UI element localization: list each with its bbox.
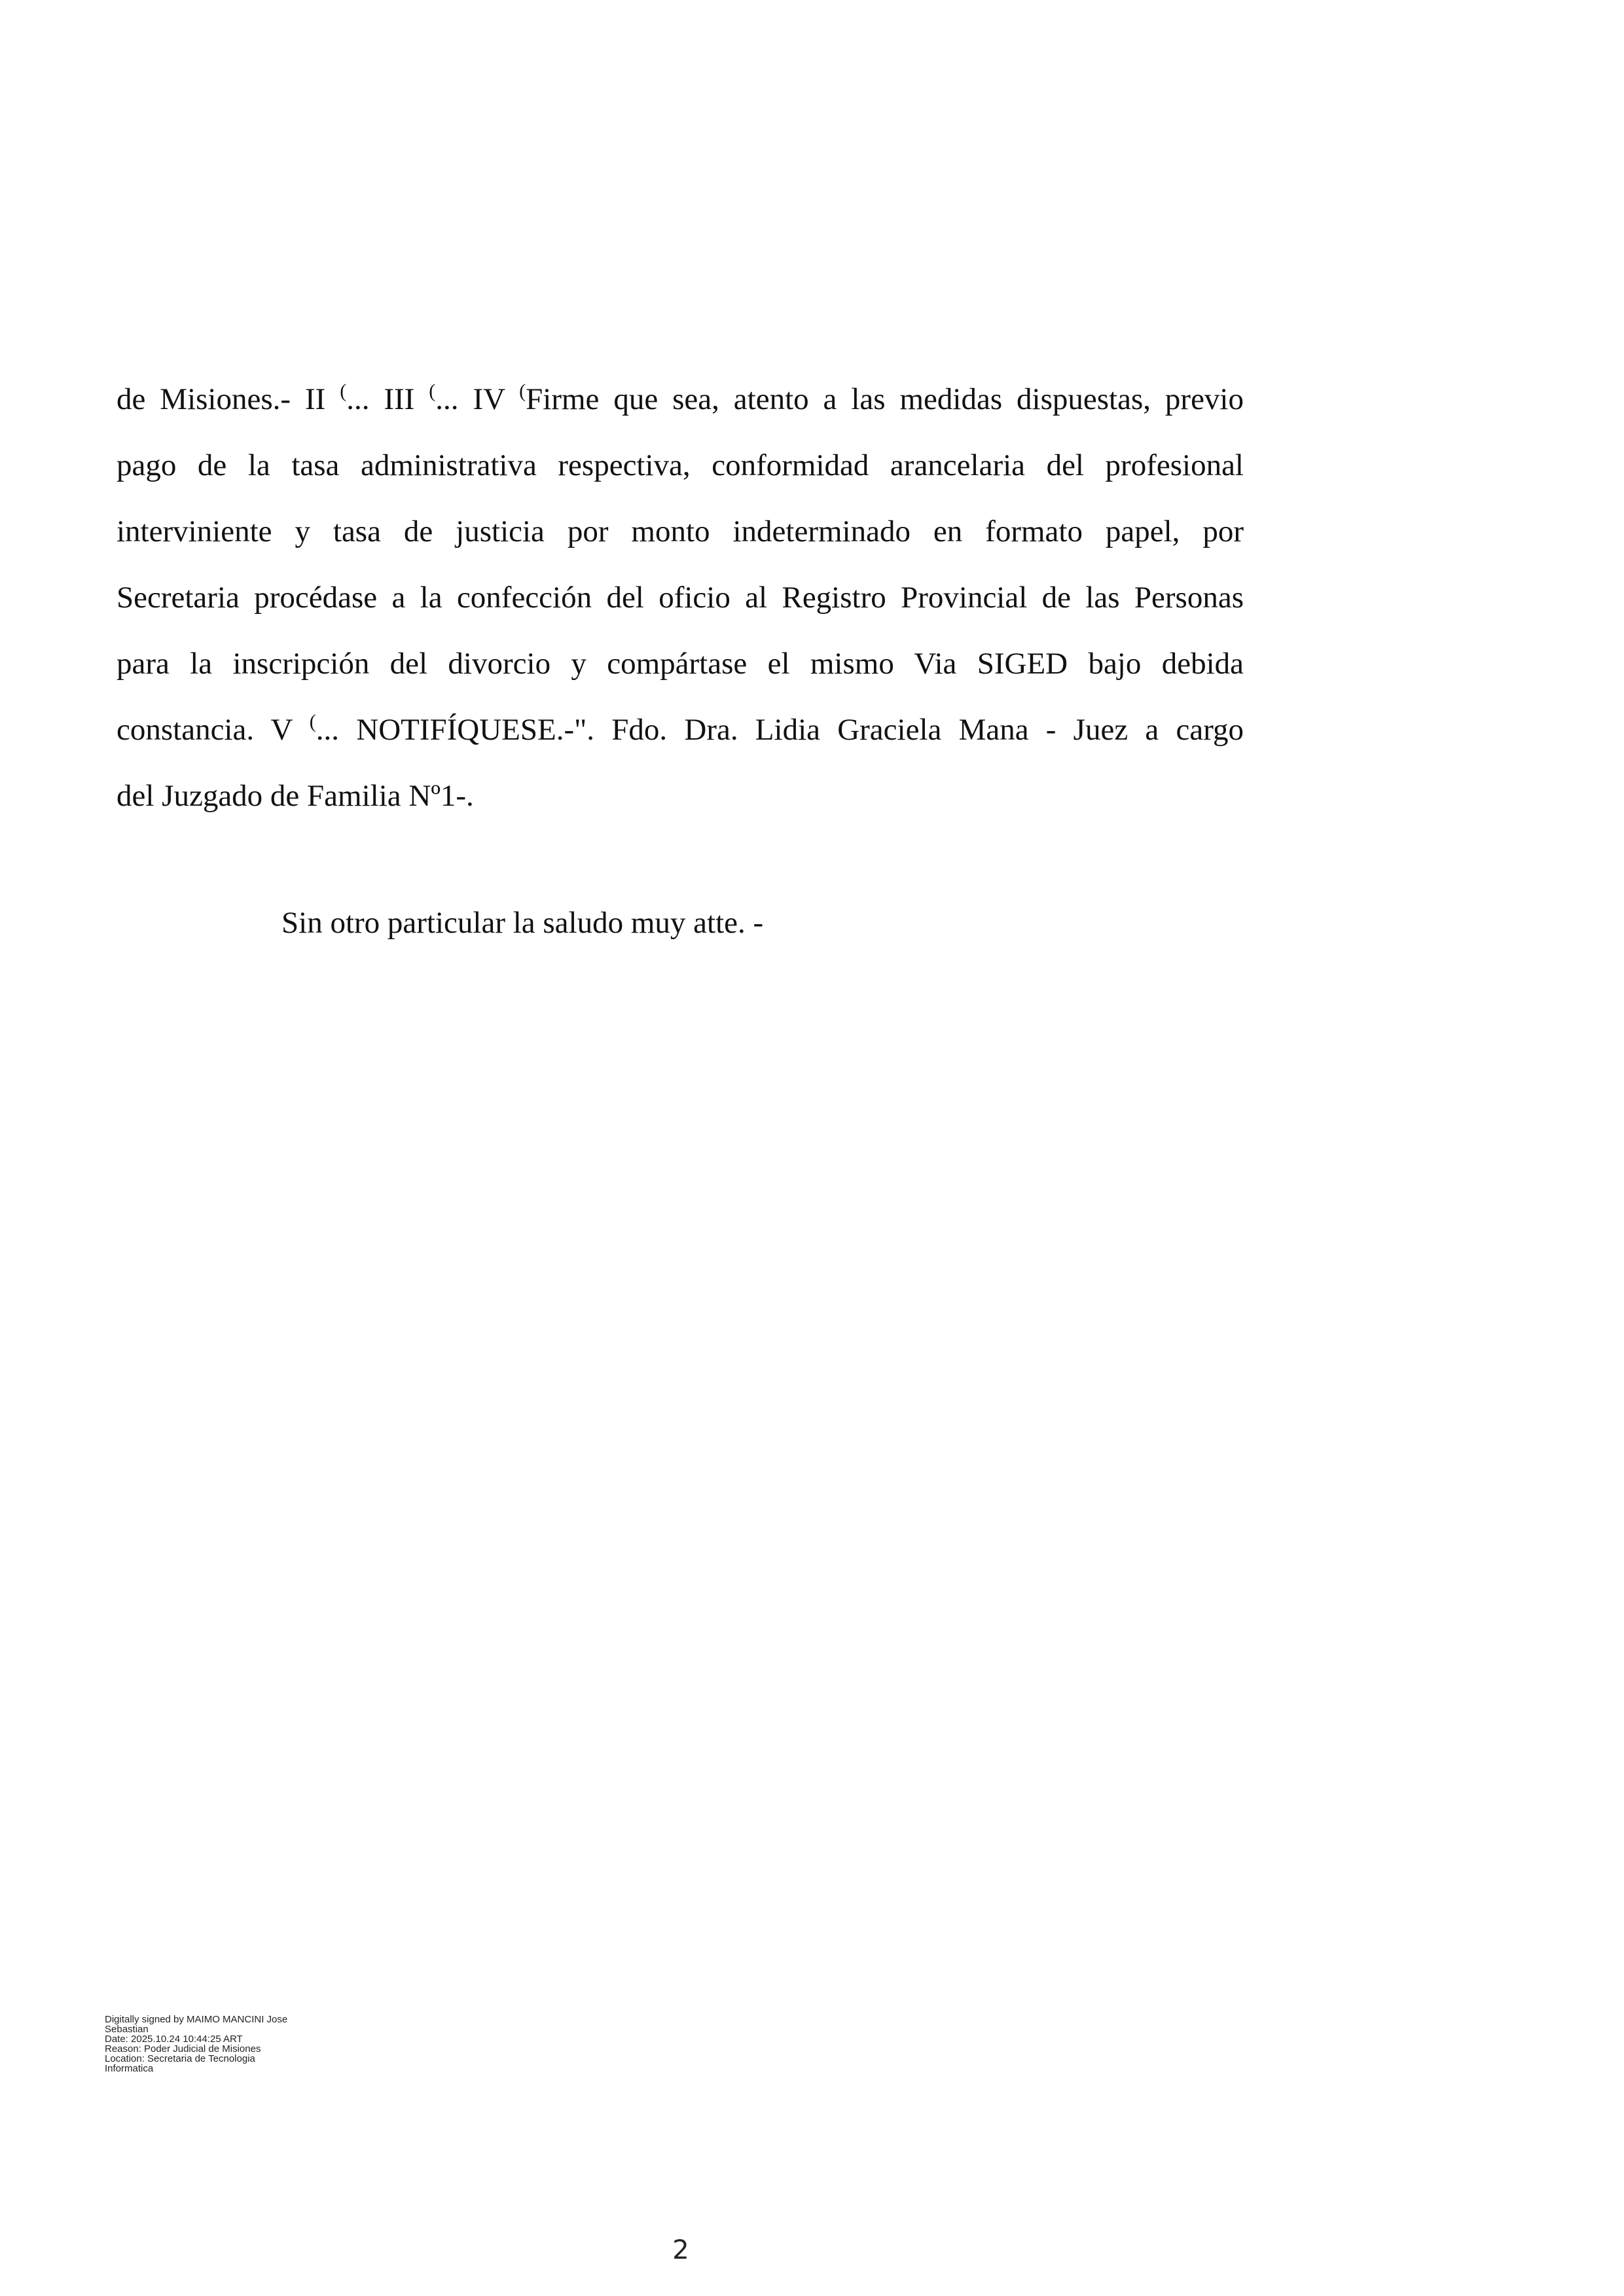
superscript-mark: ( bbox=[429, 380, 436, 402]
digital-signature-block bbox=[105, 2015, 287, 2073]
closing-salutation: Sin otro particular la saludo muy atte. - bbox=[281, 906, 764, 940]
signature-line: Digitally signed by MAIMO MANCINI Jose bbox=[105, 2014, 288, 2025]
body-paragraph bbox=[117, 367, 1244, 829]
superscript-mark: ( bbox=[519, 380, 526, 402]
paragraph-line: pago de la tasa administrativa respectiva, conformidad arancelaria del profesional bbox=[117, 448, 1244, 482]
signature-line: Informatica bbox=[105, 2063, 154, 2074]
paragraph-line: del Juzgado de Familia Nº1-. bbox=[117, 779, 474, 813]
paragraph-line: Secretaria procédase a la confección del oficio al Registro Provincial de las Personas bbox=[117, 581, 1244, 615]
superscript-mark: ( bbox=[340, 380, 347, 402]
paragraph-line: para la inscripción del divorcio y compártase el mismo Via SIGED bajo debida bbox=[117, 647, 1244, 681]
paragraph-line: constancia. V (... NOTIFÍQUESE.-". Fdo. Dra. Lidia Graciela Mana - Juez a cargo bbox=[117, 711, 1244, 747]
paragraph-line: de Misiones.- II (... III (... IV (Firme que sea, atento a las medidas dispuestas, previo bbox=[117, 380, 1244, 416]
signature-line: Sebastian bbox=[105, 2024, 149, 2035]
superscript-mark: ( bbox=[309, 711, 316, 732]
page-number: 2 bbox=[672, 2235, 689, 2265]
paragraph-line: interviniente y tasa de justicia por monto indeterminado en formato papel, por bbox=[117, 514, 1244, 548]
signature-location: Location: Secretaria de Tecnologia bbox=[105, 2053, 255, 2064]
signature-reason: Reason: Poder Judicial de Misiones bbox=[105, 2043, 261, 2054]
signature-date: Date: 2025.10.24 10:44:25 ART bbox=[105, 2034, 243, 2045]
